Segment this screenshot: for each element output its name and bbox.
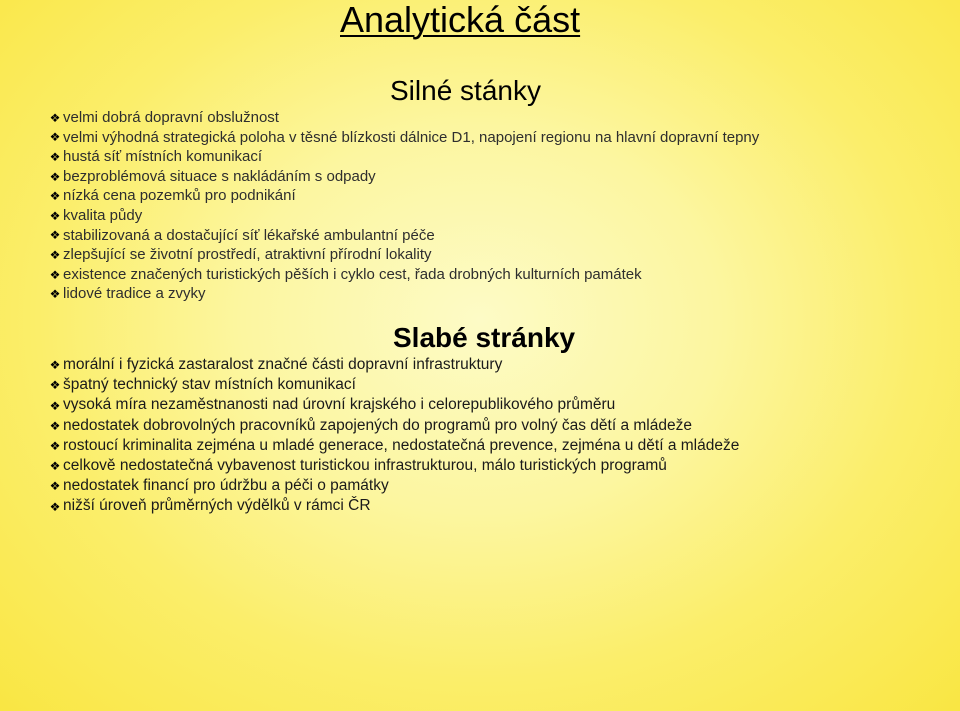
list-item [49,456,739,476]
diamond-bullet-icon: ❖ [49,130,61,145]
list-item-text: špatný technický stav místních komunikací [63,376,356,394]
diamond-bullet-icon: ❖ [49,247,61,262]
list-item [49,128,759,148]
diamond-bullet-icon: ❖ [49,287,61,302]
list-item-text: vysoká míra nezaměstnanosti nad úrovní krajského i celorepublikového průměru [63,396,616,414]
list-item [49,355,739,375]
diamond-bullet-icon: ❖ [49,149,61,164]
list-item [49,226,759,246]
strengths-list [49,108,759,304]
list-item [49,416,739,436]
list-item [49,245,759,265]
list-item-text: kvalita půdy [63,206,143,224]
list-item [49,206,759,226]
diamond-bullet-icon: ❖ [49,418,61,433]
list-item [49,496,739,516]
list-item-text: nízká cena pozemků pro podnikání [63,187,296,205]
list-item-text: nižší úroveň průměrných výdělků v rámci ČR [63,497,371,515]
list-item [49,186,759,206]
list-item [49,284,759,304]
slide-title: Analytická část [340,0,581,40]
diamond-bullet-icon: ❖ [49,499,61,514]
list-item [49,167,759,187]
list-item-text: bezproblémová situace s nakládáním s odpady [63,167,376,185]
list-item-text: stabilizovaná a dostačující síť lékařské ambulantní péče [63,226,435,244]
diamond-bullet-icon: ❖ [49,459,61,474]
strengths-heading: Silné stánky [390,75,541,106]
list-item-text: morální i fyzická zastaralost značné části dopravní infrastruktury [63,356,503,373]
list-item [49,147,759,167]
list-item [49,375,739,395]
list-item-text: nedostatek dobrovolných pracovníků zapojených do programů pro volný čas dětí a mládeže [63,416,692,434]
diamond-bullet-icon: ❖ [49,169,61,184]
diamond-bullet-icon: ❖ [49,189,61,204]
list-item-text: celkově nedostatečná vybavenost turistickou infrastrukturou, málo turistických programů [63,457,667,475]
list-item-text: existence značených turistických pěších i cyklo cest, řada drobných kulturních památek [63,265,642,283]
list-item [49,265,759,285]
list-item-text: rostoucí kriminalita zejména u mladé generace, nedostatečná prevence, zejména u dětí a mládeže [63,436,740,454]
diamond-bullet-icon: ❖ [49,479,61,494]
diamond-bullet-icon: ❖ [49,110,61,125]
diamond-bullet-icon: ❖ [49,398,61,413]
list-item [49,108,759,128]
list-item-text: zlepšující se životní prostředí, atraktivní přírodní lokality [63,246,432,264]
list-item [49,395,739,415]
diamond-bullet-icon: ❖ [49,228,61,243]
diamond-bullet-icon: ❖ [49,438,61,453]
list-item-text: hustá síť místních komunikací [63,148,263,166]
diamond-bullet-icon: ❖ [49,267,61,282]
list-item-text: lidové tradice a zvyky [63,285,206,303]
list-item-text: velmi dobrá dopravní obslužnost [63,109,279,126]
diamond-bullet-icon: ❖ [49,358,61,373]
diamond-bullet-icon: ❖ [49,208,61,223]
diamond-bullet-icon: ❖ [49,378,61,393]
list-item [49,436,739,456]
weaknesses-list [49,355,739,517]
list-item-text: velmi výhodná strategická poloha v těsné blízkosti dálnice D1, napojení regionu na hlavní dopravní tepny [63,128,760,146]
list-item [49,476,739,496]
weaknesses-heading: Slabé stránky [393,322,576,353]
list-item-text: nedostatek financí pro údržbu a péči o památky [63,477,389,495]
